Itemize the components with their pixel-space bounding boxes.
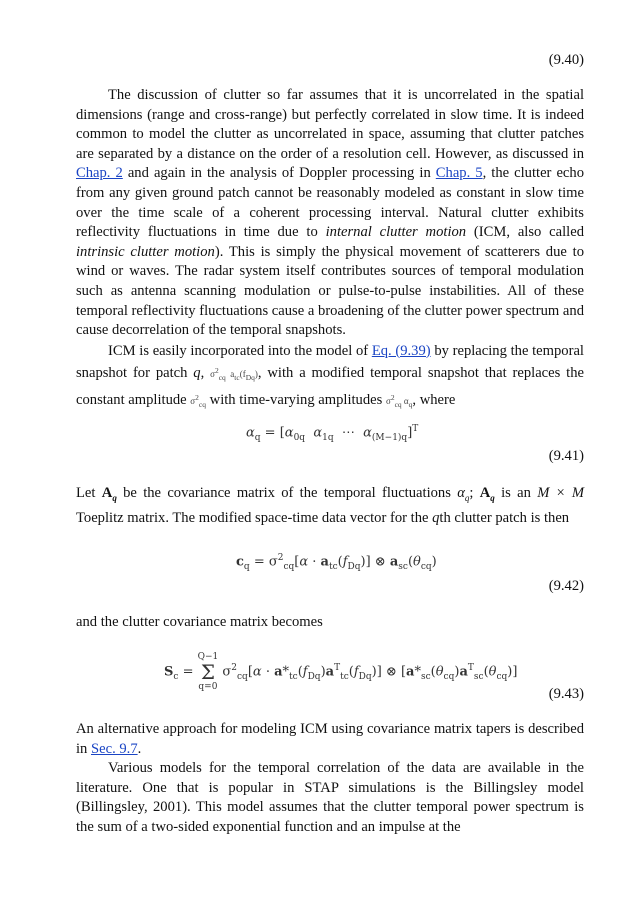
- dim-mm: M × M: [537, 485, 584, 501]
- paragraph-billingsley: Various models for the temporal correlation of the data are available in the literature. One that is popular in STAP simulations is the Billingsley model (Billingsley, 2001). This model assumes that the clutter temporal power spectrum is the sum of a two-sided exponential function and an impulse at the: [76, 760, 584, 835]
- para2-text-2: by replacing the temporal snapshot for patch: [76, 342, 584, 382]
- paragraph-icm: ICM is easily incorporated into the model of Eq. (9.39) by replacing the temporal snapshot for patch q, $\sigma^2_{cq}$ $a_{tc}(f_{Dq})$, with a modified temporal snapshot that replaces the constant amplitude $\sigma^2_{cq}$ with time-varying amplitudes $\sigma^2_{cq}$ $\alpha_q$, where: [76, 342, 584, 409]
- equation-9-41: $\alpha_q = [\alpha_{0q}$ $\alpha_{1q}$ ⋯ $\alpha_{(M-1)q}]^T$: [246, 424, 419, 443]
- link-chap-5[interactable]: Chap. 5: [435, 165, 483, 182]
- para1-text-1: The discussion of clutter so far assumes that it is uncorrelated in the spatial dimensions (range and cross-range) but perfectly correlated in slow time. It is indeed common to model the clutter as uncorrelated in space, assuming that clutter patches are separated by a distance on the order of a resolution cell. However, as discussed in: [76, 87, 584, 162]
- equation-9-43: $S_c = Q-1$ Σ q=0 $\sigma^2_{cq}[\alpha \cdot a*_{tc}(f_{Dq})a^T_{tc}(f_{Dq})]$ ⊗ $[a*_{sc}(\theta_{cq})a^T_{sc}(\theta_{cq})]$: [164, 652, 518, 692]
- link-chap-2[interactable]: Chap. 2: [76, 165, 123, 182]
- para3-text-2: be the covariance matrix of the temporal fluctuations: [116, 485, 458, 501]
- patch-q: q: [193, 365, 201, 382]
- equation-number-9-43: (9.43): [548, 686, 584, 702]
- para3-text-5: Toeplitz matrix. The modified space-time data vector for the: [76, 509, 433, 526]
- para1-text-2: and again in the analysis of Doppler processing in: [122, 165, 436, 182]
- inline-math-amplitude: $\sigma^2_{cq}$: [190, 392, 206, 409]
- para3-text-3: ;: [469, 485, 480, 501]
- para2-text-3: , with a modified temporal snapshot that replaces the constant amplitude: [76, 365, 584, 408]
- para2-text-5: , where: [412, 391, 456, 408]
- paragraph-covariance: and the clutter covariance matrix becomes: [76, 614, 323, 630]
- equation-number-9-41: (9.41): [548, 448, 584, 464]
- paragraph-alternative: An alternative approach for modeling ICM using covariance matrix tapers is described in Sec. 9.7. Various models for the temporal correlation of the data are available in the literature. One that is popular in STAP simulations is the Billingsley model (Billingsley, 2001). This model assumes that the clutter temporal power spectrum is the sum of a two-sided exponential function and an impulse at the: [76, 720, 584, 838]
- para1-text-4: (ICM, also called: [466, 224, 584, 241]
- equation-9-42: $c_q = \sigma^2_{cq}[\alpha \cdot a_{tc}(f_{Dq})]$ ⊗ $a_{sc}(\theta_{cq})$: [236, 553, 437, 572]
- inline-math-snapshot: $\sigma^2_{cq}$ $a_{tc}(f_{Dq})$: [210, 366, 258, 383]
- para5-text-1: An alternative approach for modeling ICM using covariance matrix tapers is described in: [76, 721, 584, 757]
- term-internal-clutter-motion: internal clutter motion: [325, 224, 467, 241]
- para3-text-1: Let: [76, 485, 102, 501]
- paragraph-clutter-discussion: [76, 86, 584, 414]
- equation-number-9-42: (9.42): [548, 578, 584, 594]
- para3-text-6: th clutter patch is then: [439, 509, 570, 526]
- paragraph-toeplitz: Let $A_q$ be the covariance matrix of the temporal fluctuations $\alpha_q$; $A_q$ is an M × M Toeplitz matrix. The modified space-time data vector for the qth clutter patch is then: [76, 485, 584, 526]
- para2-text-4: with time-varying amplitudes: [206, 391, 386, 408]
- link-eq-9-39[interactable]: Eq. (9.39): [371, 342, 431, 359]
- term-intrinsic-clutter-motion: intrinsic clutter motion: [76, 243, 215, 260]
- symbol-Aq: $A_q$: [101, 485, 117, 503]
- link-sec-9-7[interactable]: Sec. 9.7: [91, 740, 138, 757]
- inline-math-amplitudes: $\sigma^2_{cq}$ $\alpha_q$: [385, 392, 413, 409]
- para2-text-1: ICM is easily incorporated into the model of: [108, 342, 372, 359]
- equation-number-9-40: (9.40): [548, 52, 584, 68]
- para3-text-4: is an: [494, 485, 538, 501]
- para1-text-3: , the clutter echo from any given ground patch cannot be reasonably modeled as constant in slow time over the time scale of a coherent processing interval. Natural clutter exhibits reflectivity fluctuations in time due to: [76, 165, 585, 241]
- para1-text-5: ). This is simply the physical movement of scatterers due to wind or waves. The radar system itself contributes sources of temporal modulation such as antenna scanning modulation or pulse-to-pulse instabilities. All of these temporal reflectivity fluctuations cause a broadening of the clutter power spectrum and cause decorrelation of the temporal snapshots.: [76, 243, 584, 339]
